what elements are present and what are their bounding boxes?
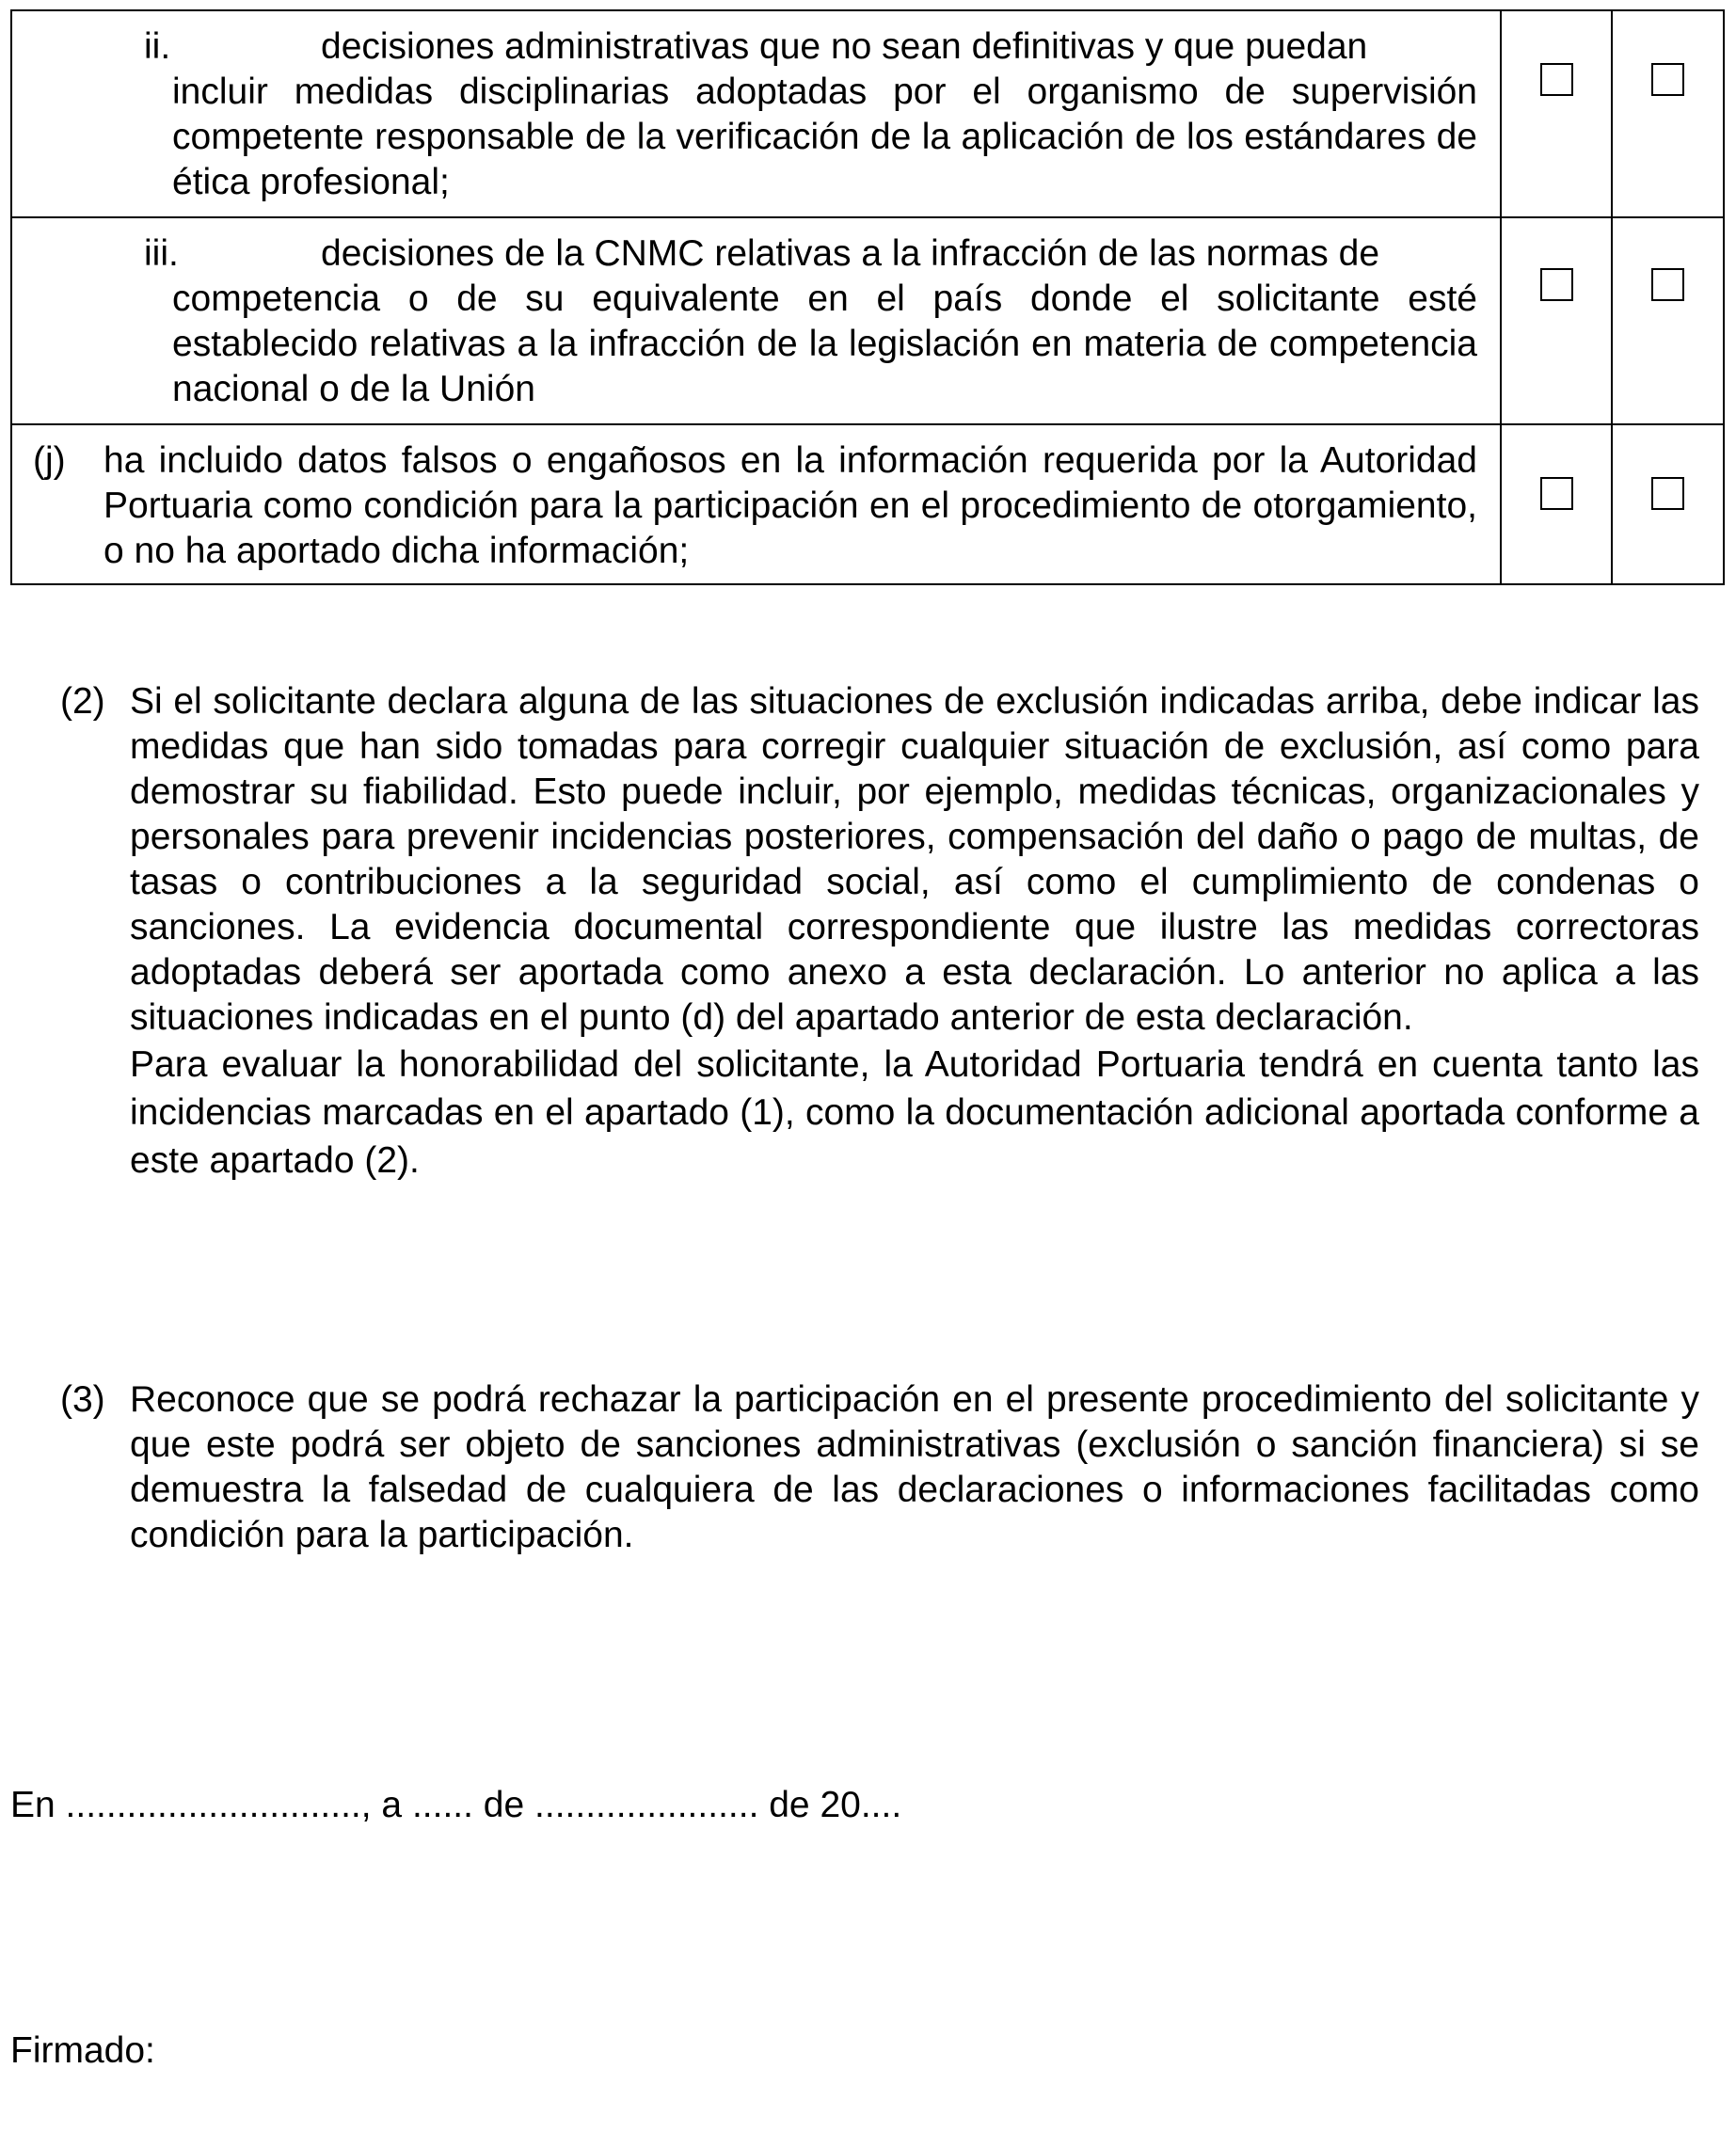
checkbox-yes[interactable] [1540, 63, 1573, 96]
table-cell-no [1612, 10, 1724, 217]
item-marker: iii. [144, 233, 179, 274]
item-text: competencia o de su equivalente en el país donde el solicitante esté establecido relativas a la infracción de la legislación en materia de competencia nacional o de la Unión [172, 278, 1477, 409]
table-cell-yes [1501, 217, 1612, 424]
item-marker: (j) [33, 440, 66, 481]
section-3-paragraph: Reconoce que se podrá rechazar la participación en el presente procedimiento del solicitante y que este podrá ser objeto de sanciones administrativas (exclusión o sanción financiera) si se demuestra la falsedad de cualquiera de las declaraciones o informaciones facilitadas como condición para la participación. [130, 1379, 1699, 1555]
table-cell-no [1612, 424, 1724, 584]
table-row [11, 217, 1724, 424]
section-2 [60, 679, 1699, 1185]
section-body [130, 679, 1699, 1185]
item-text-first-line: decisiones de la CNMC relativas a la infracción de las normas de [321, 233, 1380, 274]
table-cell-no [1612, 217, 1724, 424]
sub-item-iii [12, 218, 1500, 423]
table-cell-text [11, 10, 1501, 217]
checkbox-yes[interactable] [1540, 268, 1573, 301]
place-date-line: En ............................., a ...... de ...................... de 20.... [10, 1785, 902, 1825]
checkbox-no[interactable] [1651, 268, 1684, 301]
checkbox-yes[interactable] [1540, 477, 1573, 510]
table-row [11, 424, 1724, 584]
item-text: ha incluido datos falsos o engañosos en la información requerida por la Autoridad Portuaria como condición para la participación en el procedimiento de otorgamiento, o no ha aportado dicha información; [104, 440, 1477, 571]
table-cell-text [11, 217, 1501, 424]
declaration-table [10, 9, 1725, 585]
item-text: incluir medidas disciplinarias adoptadas por el organismo de supervisión competente responsable de la verificación de la aplicación de los estándares de ética profesional; [172, 72, 1477, 202]
table-cell-yes [1501, 424, 1612, 584]
section-body [130, 1377, 1699, 1558]
section-number: (3) [60, 1379, 105, 1420]
section-2-paragraph-1: Si el solicitante declara alguna de las situaciones de exclusión indicadas arriba, debe indicar las medidas que han sido tomadas para corregir cualquier situación de exclusión, así como para demostrar su fiabilidad. Esto puede incluir, por ejemplo, medidas técnicas, organizacionales y personales para prevenir incidencias posteriores, compensación del daño o pago de multas, de tasas o contribuciones a la seguridad social, así como el cumplimiento de condenas o sanciones. La evidencia documental correspondiente que ilustre las medidas correctoras adoptadas deberá ser aportada como anexo a esta declaración. Lo anterior no aplica a las situaciones indicadas en el punto (d) del apartado anterior de esta declaración. [130, 681, 1699, 1038]
item-j [12, 425, 1500, 583]
sub-item-ii [12, 11, 1500, 216]
table-cell-text [11, 424, 1501, 584]
checkbox-no[interactable] [1651, 63, 1684, 96]
item-marker: ii. [144, 26, 171, 67]
section-number: (2) [60, 681, 105, 722]
checkbox-no[interactable] [1651, 477, 1684, 510]
signature-label: Firmado: [10, 2030, 155, 2071]
table-cell-yes [1501, 10, 1612, 217]
item-text-first-line: decisiones administrativas que no sean definitivas y que puedan [321, 26, 1368, 67]
section-3 [60, 1377, 1699, 1558]
section-2-paragraph-2: Para evaluar la honorabilidad del solicitante, la Autoridad Portuaria tendrá en cuenta tanto las incidencias marcadas en el apartado (1), como la documentación adicional aportada conforme a este apartado (2). [130, 1044, 1699, 1181]
table-row [11, 10, 1724, 217]
